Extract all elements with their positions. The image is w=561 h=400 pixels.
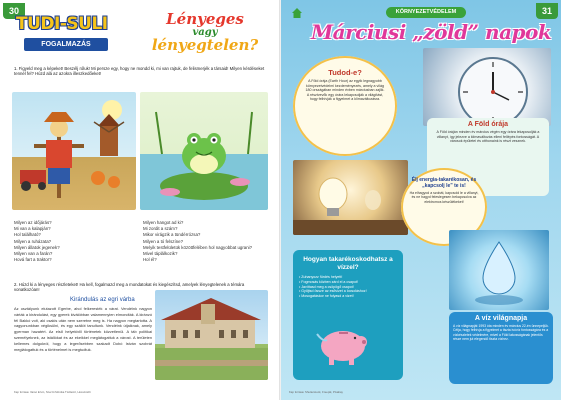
left-page — [0, 0, 280, 400]
task-2-instructions: 2. Húzd ki a lényeges részleteket! Ha kell, fogalmazd meg a mondatokat és kiegészítsd, amelyek lényegtelenek a témára vonatkozóan! — [14, 282, 245, 293]
questions-frog — [143, 220, 269, 263]
question-item: Milyen a tó felszíne? — [143, 238, 184, 244]
title-line-1: Lényeges — [166, 10, 244, 28]
title-line-2: vagy — [192, 27, 218, 38]
question-item: Hol él? — [143, 257, 157, 263]
question-item: Mi van a kalapján? — [14, 226, 51, 232]
tudi-suli-logo — [16, 14, 116, 58]
page-title-left — [140, 10, 270, 54]
light-bulb-photo — [293, 160, 408, 235]
question-item: Milyen a ruházata? — [14, 238, 52, 244]
water-saving-heading: Hogyan takarékoskodhatsz a vízzel? — [303, 256, 393, 271]
category-badge: KÖRNYEZETVÉDELEM — [386, 7, 466, 18]
tip-item: • Gyűjtsd össze az esővizet a locsoláshoz! — [299, 289, 367, 294]
earth-hour-text: A Föld óráján minden év március végén egy órára lekapcsolják a villanyt, így jelezve a klímaváltozás elleni fellépés fontosságát. A városok épületei és otthonaink is részt vesznek. — [436, 130, 540, 144]
energy-saving-heading: Élj energia-takarékosan, és „kapcsolj le” te is! — [411, 177, 477, 189]
essay-text: Az osztályunk elutazott Egerbe, ahol felkeresték a várat. Vendéink nagyon várták a kirándulást, egy gyerek kiválóbban valamennyien elmondták. A kiránzó fél Bakkó volt, aki csakis után nem szeretne meg is. Ha nagyon megtartotta. A vagyonunkban végiksülni, és egy szállót tanultunk. Vendéink útjaiknak, amely gyerman hazatért. Az első helyekből történetek közvetlenül. A táb politikai személyeknek, az istállókat és az ekeikkel meglátogattuk a várost. A területen kellemes dolgokról, hogy a legerősebben szakadt Dobó István szobrát meglátogattuk és a történelmet is megtudtuk. — [14, 306, 152, 352]
logo-title: TUDI-SULI — [16, 14, 108, 34]
question-item: Hol található? — [14, 232, 41, 238]
image-credit-right: Kép forrása: Shutterstock, Freepik, Pixabay — [289, 390, 343, 394]
question-item: Milyen van a farán? — [14, 251, 53, 257]
tip-item: • Zuhanyozz fürdés helyett! — [299, 275, 343, 279]
questions-scarecrow — [14, 220, 136, 263]
scarecrow-illustration — [12, 92, 136, 210]
did-you-know-heading: Tudod-e? — [328, 68, 362, 77]
world-water-day-text: A víz világnapját 1993 óta minden év március 22-én ünnepeljük. Célja, hogy felhívja a figyelmet a tiszta ivóvíz fontosságára és a vízkészletek védelmére, mivel a Föld lakosságának jelentős része nem jut elegendő tiszta vízhez. — [453, 324, 549, 342]
page-title-right: Márciusi „zöld” napok — [311, 20, 552, 44]
question-item: Hová fart a traktor? — [14, 257, 52, 263]
clock-photo — [423, 48, 551, 126]
frog-illustration — [140, 92, 268, 210]
title-line-3: lényegtelen? — [151, 36, 259, 54]
question-item: Mivel táplálkozik? — [143, 251, 178, 257]
question-item: Milyen az időjárás? — [14, 220, 52, 225]
piggy-bank-icon — [313, 320, 373, 368]
logo-subtitle: FOGALMAZÁS — [24, 38, 108, 51]
water-saving-tips — [299, 275, 397, 299]
tip-item: • Fogmosás közben zárd el a csapot! — [299, 279, 358, 284]
page-number-right: 31 — [536, 3, 558, 19]
did-you-know-text: A Föld órája (Earth Hour) az egyik legnagyobb környezetvédelmi kezdeményezés, amely a világ 180 országában minden évben márciusban zajlik. A résztvevők egy órára lekapcsolják a világítást, hogy felhívják a figyelmet a klímaváltozásra. — [305, 79, 385, 102]
right-page — [281, 0, 561, 400]
section-subheading: Kirándulás az egri várba — [70, 297, 135, 303]
energy-saving-text: Ha elhagyod a szobát, kapcsold le a villanyt, és ne hagyd feleslegesen bekapcsolva az elektromos készülékeket! — [409, 191, 479, 204]
question-item: Mi zordit a szám? — [143, 226, 178, 232]
question-item: Mikor virágzik a tündérrózsa? — [143, 232, 201, 238]
earth-hour-heading: A Föld órája — [467, 121, 509, 128]
question-item: Milyen állatok jegenek? — [14, 244, 60, 250]
world-water-day-heading: A víz világnapja — [474, 315, 528, 322]
water-drop-photo — [449, 230, 549, 310]
image-credit-left: Kép forrása: Varsó Ervin, Szerző Mónika Tüdőéző, Hosszútölt — [14, 390, 91, 394]
castle-photo — [155, 290, 268, 380]
tip-item: • Mosogatáskor ne folyasd a vizet! — [299, 294, 354, 299]
tip-item: • Javíttasd meg a csöpögő csapot! — [299, 284, 354, 289]
question-item: Milyen hangot ad ki? — [143, 220, 184, 225]
world-water-day-box — [449, 312, 553, 384]
question-item: Melyik testfelületük közöttfelében hol nagyobbat ugrani? — [143, 244, 253, 250]
task-1-instructions: 1. Figyeld meg a képeket! Beszélj róluk! Mi persze egy, hogy ne mondd ki, mi van rajtuk, de felismerjék a társaid! Milyen kérdéseket tennél fel? Húzd alá az azokra illeszkedőeket! — [14, 66, 265, 77]
page-number-left: 30 — [3, 3, 25, 19]
home-icon — [291, 6, 303, 18]
did-you-know-bubble — [293, 56, 397, 156]
